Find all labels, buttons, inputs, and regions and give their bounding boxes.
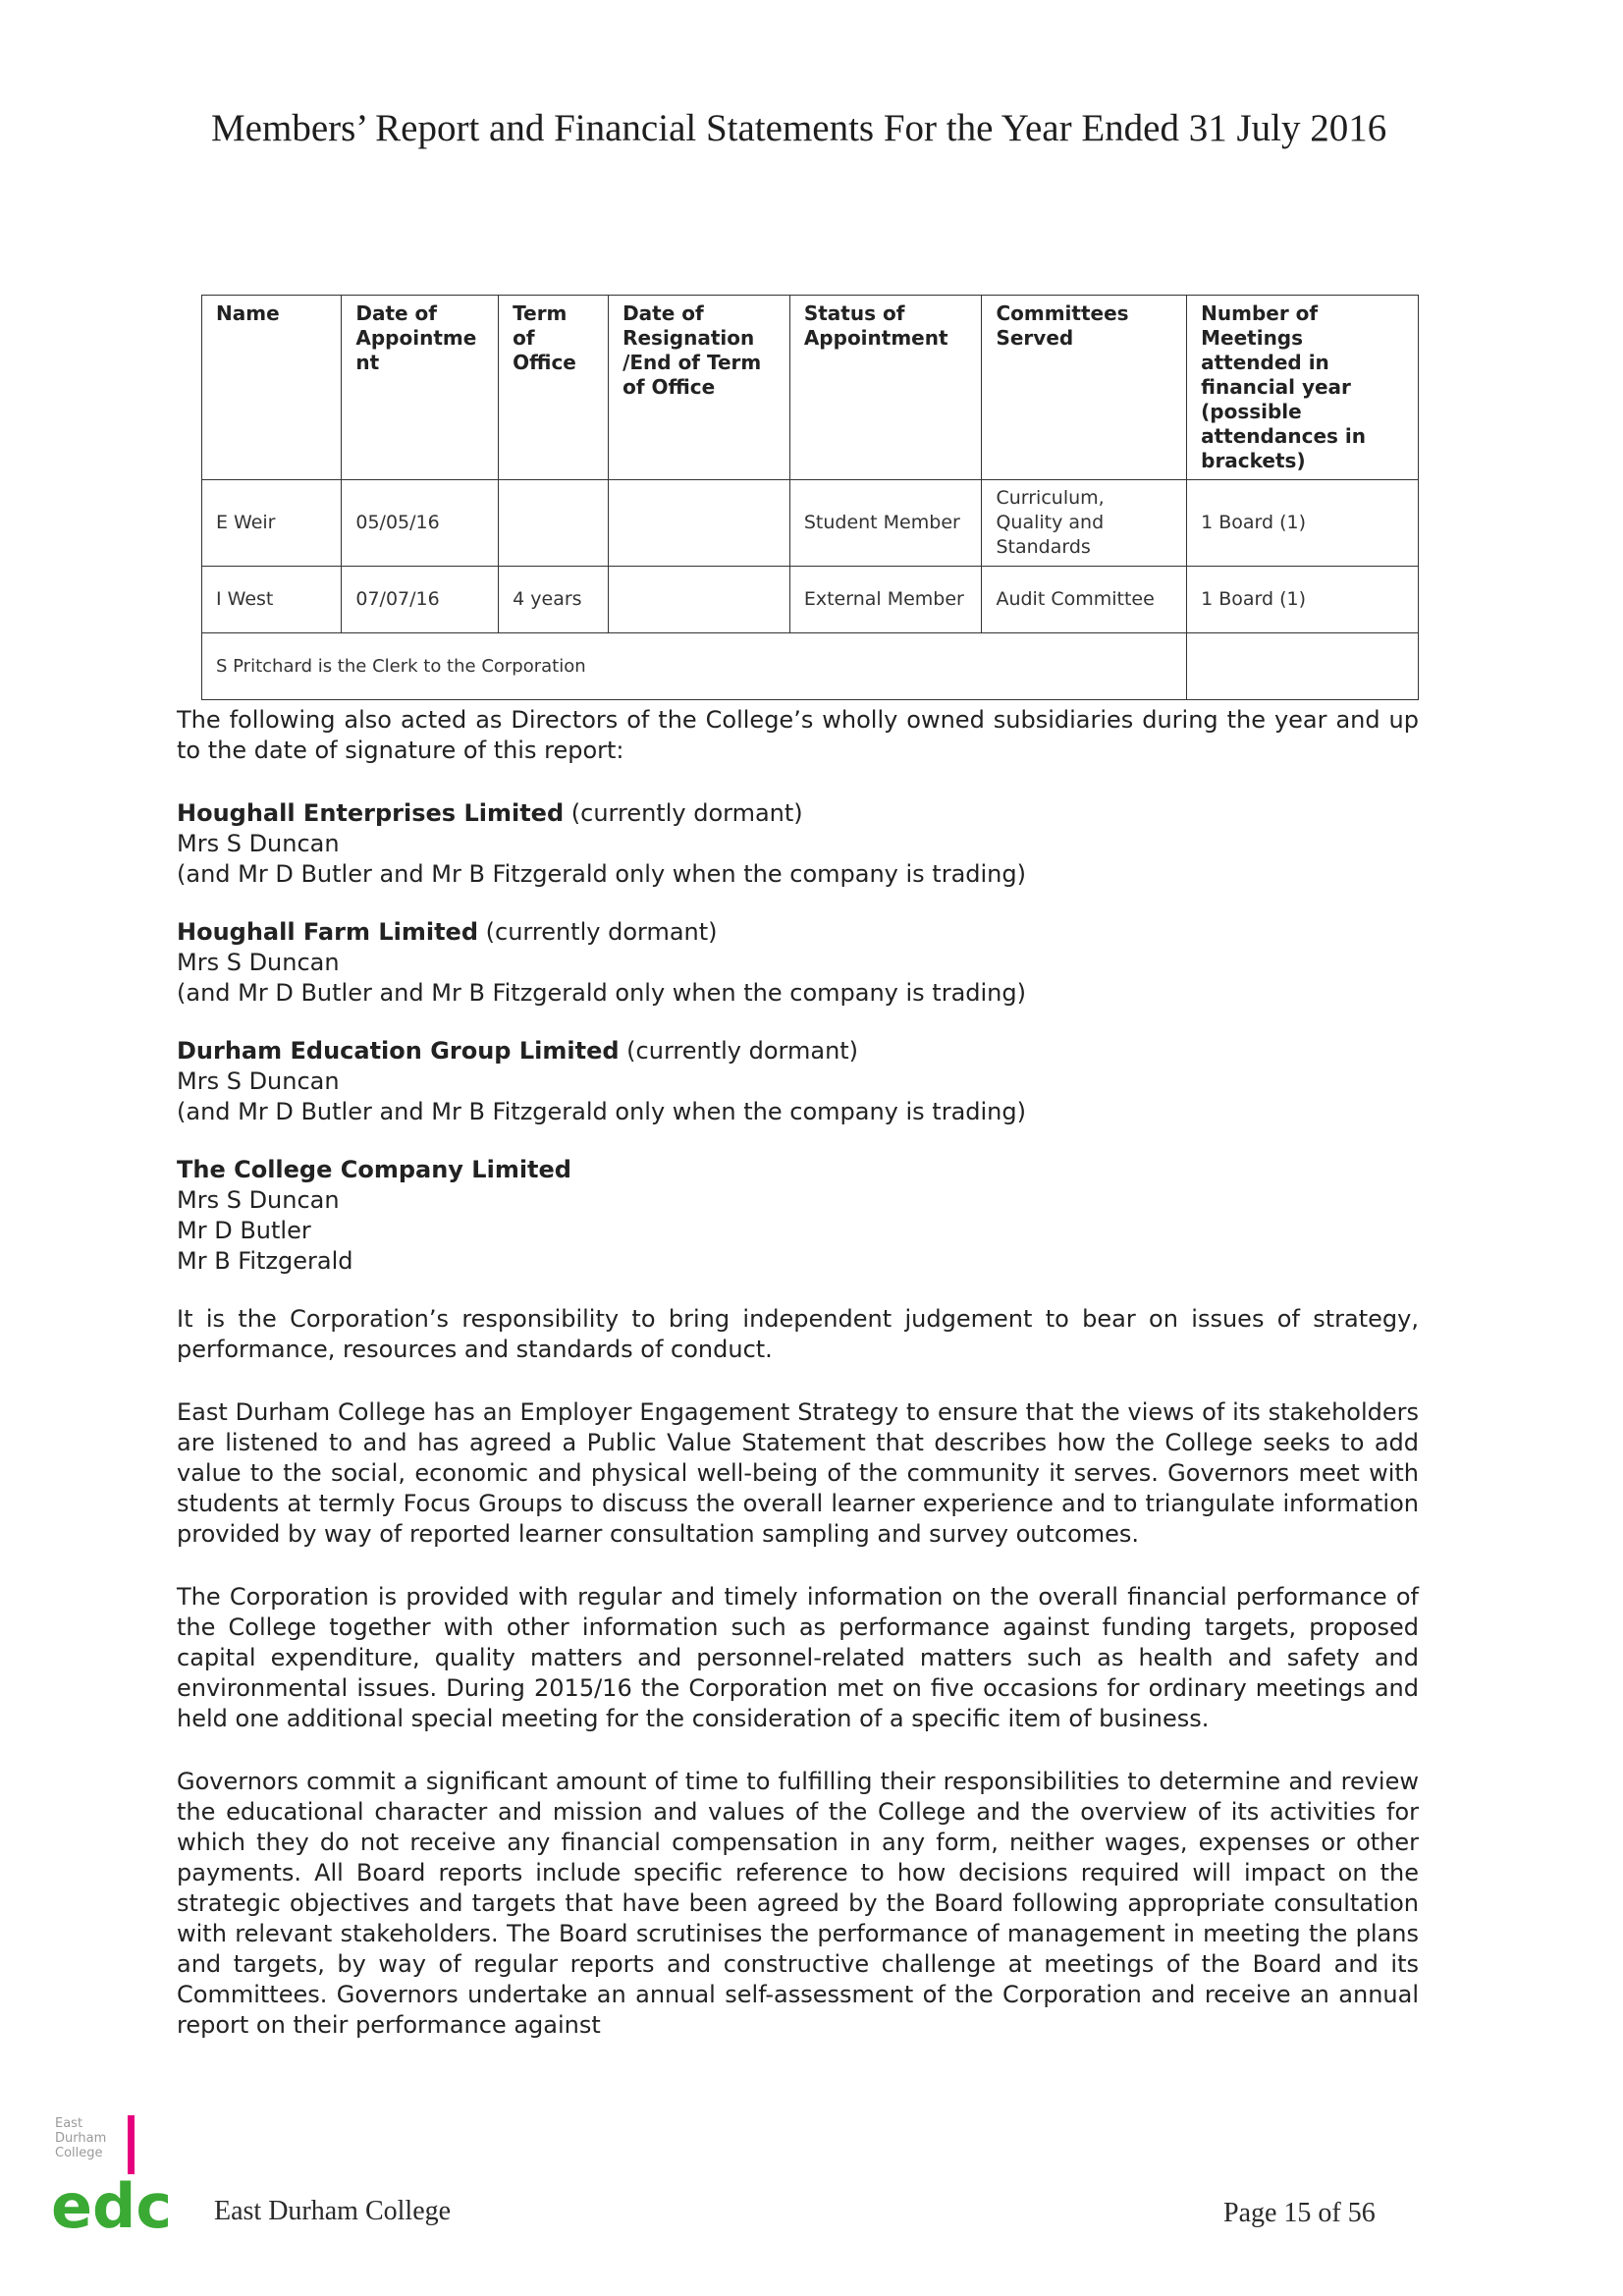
college-logo [49,2111,173,2242]
members-table [201,295,1419,700]
cell-date-of-appointment: 05/05/16 [342,480,499,567]
logo-d-stem [128,2115,135,2174]
logo-text-durham: Durham [55,2131,107,2146]
company-name: Houghall Farm Limited [177,918,478,946]
director-line: (and Mr D Butler and Mr B Fitzgerald only when the company is trading) [177,860,1026,888]
director-line: Mrs S Duncan [177,1067,340,1095]
body-content [177,705,1419,2073]
director-line: Mr B Fitzgerald [177,1247,353,1275]
cell-term-of-office: 4 years [499,567,609,633]
table-header-row [202,296,1419,480]
director-line: (and Mr D Butler and Mr B Fitzgerald only when the company is trading) [177,979,1026,1007]
director-line: (and Mr D Butler and Mr B Fitzgerald only when the company is trading) [177,1098,1026,1125]
col-header-term-of-office: Term of Office [499,296,609,480]
clerk-note: S Pritchard is the Clerk to the Corporation [202,633,1187,700]
col-header-status-of-appointment: Status of Appointment [789,296,982,480]
cell-meetings: 1 Board (1) [1187,480,1419,567]
cell-name: E Weir [202,480,342,567]
logo-text-college: College [55,2146,103,2160]
cell-date-of-appointment: 07/07/16 [342,567,499,633]
table-row [202,567,1419,633]
cell-name: I West [202,567,342,633]
page-number: Page 15 of 56 [1223,2198,1376,2228]
paragraph-information: The Corporation is provided with regular and timely information on the overall financial performance of the College together with other information such as performance against funding targets, proposed capital expenditure, quality matters and personnel-related matters such as health and safety and environmental issues. During 2015/16 the Corporation met on five occasions for ordinary meetings and held one additional special meeting for the consideration of a specific item of business. [177,1583,1419,1732]
cell-meetings: 1 Board (1) [1187,567,1419,633]
director-line: Mrs S Duncan [177,1186,340,1214]
paragraph-engagement: East Durham College has an Employer Engagement Strategy to ensure that the views of its stakeholders are listened to and has agreed a Public Value Statement that describes how the College seeks to add value to the social, economic and physical well-being of the community it serves. Governors meet with students at termly Focus Groups to discuss the overall learner experience and to triangulate information provided by way of reported learner consultation sampling and survey outcomes. [177,1398,1419,1548]
col-header-meetings-attended: Number of Meetings attended in financial year (possible attendances in brackets) [1187,296,1419,480]
cell-date-of-resignation [609,567,790,633]
col-header-name: Name [202,296,342,480]
company-status: (currently dormant) [485,918,718,946]
paragraph-responsibility: It is the Corporation’s responsibility to bring independent judgement to bear on issues of strategy, performance, resources and standards of conduct. [177,1305,1419,1363]
cell-status: External Member [789,567,982,633]
company-block-houghall-farm [177,917,1419,1009]
footer-college-name: East Durham College [214,2196,452,2226]
company-name: The College Company Limited [177,1156,571,1183]
empty-cell [1187,633,1419,700]
company-status: (currently dormant) [570,799,803,827]
cell-date-of-resignation [609,480,790,567]
company-block-college-company [177,1155,1419,1277]
company-block-durham-education-group [177,1036,1419,1127]
director-line: Mr D Butler [177,1217,311,1244]
paragraph-governors: Governors commit a significant amount of time to fulfilling their responsibilities to determine and review the educational character and mission and values of the College and the overview of its activities for which they do not receive any financial compensation in any form, neither wages, expenses or other payments. All Board reports include specific reference to how decisions required will impact on the strategic objectives and targets that have been agreed by the Board following appropriate consultation with relevant stakeholders. The Board scrutinises the performance of management in meeting the plans and targets, by way of regular reports and constructive challenge at meetings of the Board and its Committees. Governors undertake an annual self-assessment of the Corporation and receive an annual report on their performance against [177,1768,1419,2039]
cell-committees: Audit Committee [982,567,1187,633]
table-footnote-row [202,633,1419,700]
col-header-date-of-resignation: Date of Resignation /End of Term of Office [609,296,790,480]
cell-term-of-office [499,480,609,567]
cell-committees: Curriculum, Quality and Standards [982,480,1187,567]
col-header-committees-served: Committees Served [982,296,1187,480]
table-row [202,480,1419,567]
company-block-houghall-enterprises [177,798,1419,890]
intro-paragraph: The following also acted as Directors of the College’s wholly owned subsidiaries during the year and up to the date of signature of this report: [177,706,1419,764]
logo-letters: edc [51,2170,173,2242]
company-name: Durham Education Group Limited [177,1037,620,1065]
logo-text-east: East [55,2116,83,2131]
page-header-title: Members’ Report and Financial Statements For the Year Ended 31 July 2016 [211,107,1387,149]
cell-status: Student Member [789,480,982,567]
company-name: Houghall Enterprises Limited [177,799,565,827]
col-header-date-of-appointment: Date of Appointment [342,296,499,480]
director-line: Mrs S Duncan [177,949,340,976]
company-status: (currently dormant) [626,1037,859,1065]
director-line: Mrs S Duncan [177,830,340,857]
